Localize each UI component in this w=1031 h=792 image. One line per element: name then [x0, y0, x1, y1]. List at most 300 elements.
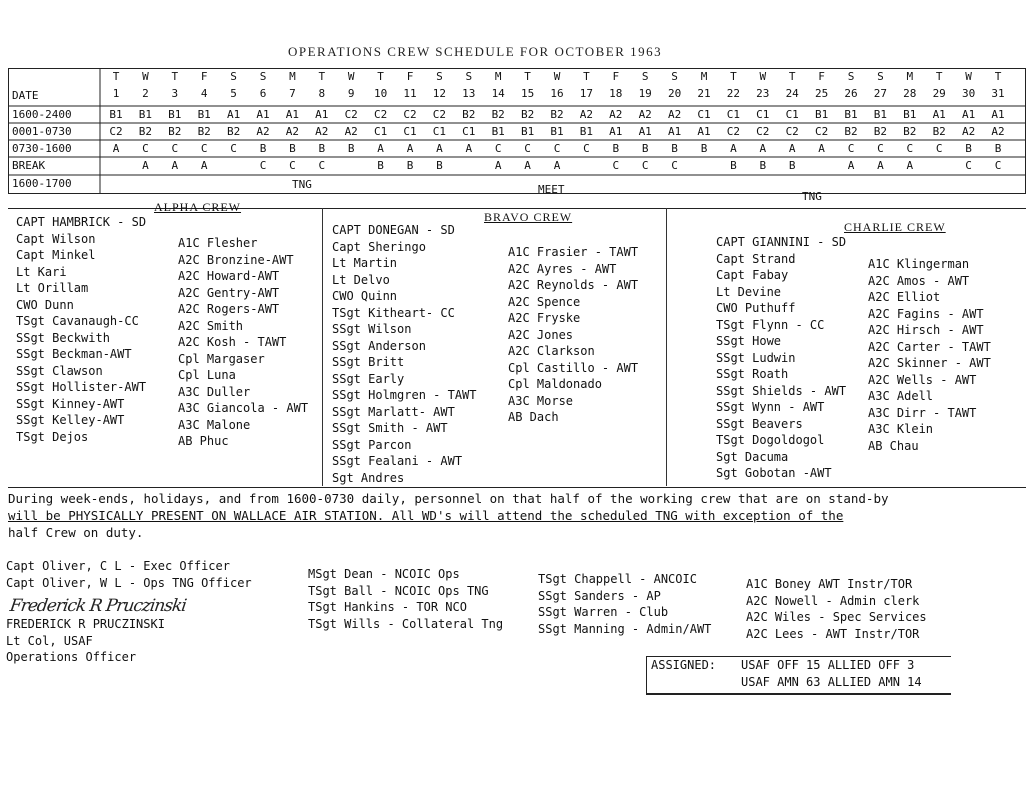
crew-member: SSgt Beckwith: [16, 330, 110, 345]
bravo-crew-officers: [332, 222, 477, 486]
shift-cell: C: [583, 142, 590, 155]
day-number-header: 12: [432, 87, 447, 100]
shift-cell: A1: [932, 108, 946, 121]
training-band-label: MEET: [538, 183, 565, 196]
crew-member: Lt Devine: [716, 284, 782, 299]
shift-cell: B1: [579, 125, 594, 138]
training-band-label: TNG: [802, 190, 822, 203]
shift-cell: C: [847, 142, 855, 155]
crew-member: A3C Dirr - TAWT: [868, 405, 977, 420]
shift-cell: C2: [373, 108, 388, 121]
shift-cell: B: [377, 159, 384, 172]
weekday-header: M: [906, 70, 914, 83]
shift-cell: B: [994, 142, 1002, 155]
weekday-header: T: [583, 70, 590, 83]
weekday-header: W: [142, 70, 149, 83]
day-number-header: 13: [462, 87, 476, 100]
shift-cell: C: [259, 159, 267, 172]
shift-cell: C: [142, 142, 149, 155]
crew-member: CAPT HAMBRICK - SD: [16, 215, 147, 229]
crew-member: Lt Kari: [16, 264, 67, 279]
shift-cell: C: [553, 142, 561, 155]
crew-member: SSgt Beckman-AWT: [16, 347, 132, 361]
shift-cell: A2: [315, 125, 329, 138]
crew-member: A2C Fryske: [508, 311, 581, 325]
shift-cell: A1: [256, 108, 270, 121]
staff-member: A2C Wiles - Spec Services: [746, 610, 927, 624]
weekday-header: T: [171, 70, 179, 83]
shift-cell: A2: [344, 125, 358, 138]
shift-cell: A: [877, 159, 884, 172]
shift-cell: C2: [814, 125, 829, 138]
day-number-header: 30: [961, 87, 976, 100]
crew-member: AB Phuc: [178, 434, 229, 448]
shift-cell: B1: [138, 108, 153, 121]
alpha-crew-airmen: [178, 235, 308, 450]
shift-cell: B: [347, 142, 355, 155]
shift-cell: A1: [285, 108, 300, 121]
shift-cell: B2: [550, 108, 564, 121]
crew-member: CWO Puthuff: [716, 301, 796, 315]
crew-member: CWO Dunn: [16, 297, 74, 312]
weekday-header: S: [259, 70, 267, 83]
staff-member: TSgt Ball - NCOIC Ops TNG: [308, 583, 489, 598]
shift-cell: A2: [991, 125, 1005, 138]
shift-cell: C1: [403, 125, 417, 138]
crew-member: A2C Carter - TAWT: [868, 339, 991, 354]
shift-cell: A2: [638, 108, 652, 121]
shift-cell: B2: [168, 125, 182, 138]
shift-cell: B1: [520, 125, 535, 138]
crew-member: Cpl Luna: [178, 368, 236, 382]
shift-cell: A2: [609, 108, 623, 121]
weekday-header: M: [494, 70, 502, 83]
crew-member: SSgt Fealani - AWT: [332, 454, 463, 468]
weekday-header: S: [847, 70, 855, 83]
bravo-crew-title: BRAVO CREW: [484, 210, 573, 224]
crew-member: SSgt Kelley-AWT: [16, 413, 125, 427]
shift-cell: B: [730, 159, 737, 172]
shift-cell: B2: [226, 125, 241, 138]
crew-member: A2C Amos - AWT: [868, 273, 970, 288]
crew-member: SSgt Smith - AWT: [332, 421, 448, 435]
shift-row-label: BREAK: [12, 159, 46, 172]
crew-member: A2C Hirsch - AWT: [868, 323, 984, 337]
shift-cell: A: [406, 142, 414, 155]
staff-member: A2C Lees - AWT Instr/TOR: [746, 626, 920, 641]
shift-row-label: 1600-2400: [12, 108, 72, 121]
shift-cell: B: [406, 159, 414, 172]
staff-officer: Capt Oliver, W L - Ops TNG Officer: [6, 575, 252, 590]
shift-cell: A1: [638, 125, 652, 138]
crew-member: SSgt Clawson: [16, 363, 103, 378]
shift-cell: C: [171, 142, 179, 155]
crew-member: A1C Klingerman: [868, 257, 970, 271]
shift-cell: B1: [814, 108, 829, 121]
shift-cell: C1: [373, 125, 388, 138]
weekday-header: F: [612, 70, 620, 83]
shift-cell: A1: [697, 125, 711, 138]
staff-member: A1C Boney AWT Instr/TOR: [746, 577, 913, 591]
shift-cell: B1: [873, 108, 888, 121]
shift-cell: C: [524, 142, 531, 155]
day-number-header: 14: [491, 87, 505, 100]
shift-cell: A: [847, 159, 855, 172]
shift-cell: B: [671, 142, 678, 155]
duty-note-line-1: During week-ends, holidays, and from 1600-0730 daily, personnel on that half of the working crew that are on stand-by: [8, 491, 889, 506]
shift-cell: B: [318, 142, 326, 155]
staff-officer: Capt Oliver, C L - Exec Officer: [6, 559, 230, 573]
crew-member: SSgt Shields - AWT: [716, 383, 847, 398]
crew-member: A2C Elliot: [868, 290, 941, 304]
weekday-header: M: [700, 70, 708, 83]
weekday-header: S: [465, 70, 473, 83]
assigned-label: ASSIGNED:: [651, 658, 717, 672]
weekday-header: S: [641, 70, 649, 83]
crew-member: SSgt Britt: [332, 355, 405, 369]
staff-member: TSgt Wills - Collateral Tng: [308, 616, 504, 631]
shift-cell: B1: [903, 108, 917, 121]
shift-cell: C: [965, 159, 972, 172]
shift-cell: A2: [579, 108, 594, 121]
shift-cell: C: [935, 142, 943, 155]
crew-member: SSgt Kinney-AWT: [16, 396, 125, 411]
crew-member: A2C Clarkson: [508, 344, 595, 358]
shift-cell: C: [289, 159, 296, 172]
staff-nco-list-1: [308, 566, 503, 632]
charlie-crew-officers: [716, 234, 846, 482]
shift-cell: B1: [197, 108, 211, 121]
staff-member: TSgt Hankins - TOR NCO: [308, 600, 467, 614]
signature-block: [6, 616, 165, 666]
crew-member: A1C Frasier - TAWT: [508, 245, 639, 259]
day-number-header: 27: [873, 87, 888, 100]
crew-member: SSgt Wynn - AWT: [716, 400, 825, 414]
crew-member: A3C Adell: [868, 389, 934, 403]
crew-member: Capt Wilson: [16, 231, 96, 246]
weekday-header: W: [759, 70, 767, 83]
crew-member: Cpl Castillo - AWT: [508, 360, 639, 375]
day-number-header: 4: [200, 87, 208, 100]
shift-cell: A: [759, 142, 767, 155]
crew-member: SSgt Ludwin: [716, 350, 796, 365]
shift-cell: C: [230, 142, 237, 155]
shift-cell: A1: [609, 125, 623, 138]
shift-cell: A: [465, 142, 473, 155]
shift-cell: B: [612, 142, 620, 155]
shift-cell: C: [671, 159, 678, 172]
crew-member: SSgt Early: [332, 371, 405, 386]
day-number-header: 9: [347, 87, 355, 100]
crew-member: A2C Howard-AWT: [178, 269, 280, 283]
shift-cell: B2: [873, 125, 888, 138]
weekday-header: F: [818, 70, 825, 83]
weekday-header: S: [230, 70, 237, 83]
shift-cell: B2: [491, 108, 505, 121]
day-number-header: 21: [697, 87, 711, 100]
crew-member: SSgt Beavers: [716, 416, 803, 431]
shift-cell: A2: [256, 125, 270, 138]
assigned-officers: USAF OFF 15 ALLIED OFF 3: [741, 658, 915, 672]
bravo-crew-airmen: [508, 244, 638, 426]
weekday-header: T: [730, 70, 737, 83]
shift-cell: B1: [550, 125, 564, 138]
crew-member: A2C Reynolds - AWT: [508, 278, 639, 292]
crew-member: SSgt Hollister-AWT: [16, 380, 147, 394]
shift-cell: A1: [961, 108, 976, 121]
crew-member: Lt Orillam: [16, 281, 89, 295]
shift-cell: B2: [138, 125, 153, 138]
shift-cell: C: [200, 142, 208, 155]
crew-member: A2C Ayres - AWT: [508, 261, 617, 276]
weekday-header: S: [877, 70, 884, 83]
weekday-header: S: [436, 70, 443, 83]
shift-cell: A: [730, 142, 737, 155]
shift-cell: C1: [785, 108, 799, 121]
shift-cell: C: [877, 142, 884, 155]
alpha-crew-title: ALPHA CREW: [154, 200, 242, 214]
handwritten-signature: Frederick R Pruczinski: [8, 596, 188, 616]
shift-cell: B2: [462, 108, 476, 121]
duty-note-line-2: will be PHYSICALLY PRESENT ON WALLACE AIR STATION. All WD's will attend the scheduled TNG with exception of the: [8, 508, 844, 523]
shift-cell: A: [906, 159, 914, 172]
day-number-header: 22: [726, 87, 741, 100]
shift-cell: C2: [726, 125, 741, 138]
shift-cell: C1: [756, 108, 770, 121]
day-number-header: 31: [991, 87, 1005, 100]
shift-cell: C1: [432, 125, 447, 138]
day-number-header: 28: [903, 87, 917, 100]
shift-cell: B1: [491, 125, 505, 138]
crew-member: TSgt Flynn - CC: [716, 317, 825, 332]
day-number-header: 3: [171, 87, 179, 100]
crew-member: SSgt Marlatt- AWT: [332, 404, 455, 419]
weekday-header: S: [671, 70, 678, 83]
day-number-header: 11: [403, 87, 417, 100]
crew-member: A2C Kosh - TAWT: [178, 335, 287, 349]
staff-member: SSgt Warren - Club: [538, 605, 669, 619]
day-number-header: 15: [520, 87, 535, 100]
shift-cell: B2: [197, 125, 211, 138]
weekday-header: W: [553, 70, 561, 83]
shift-cell: A: [142, 159, 149, 172]
day-number-header: 25: [814, 87, 829, 100]
crew-member: A3C Klein: [868, 422, 934, 436]
crew-member: A2C Rogers-AWT: [178, 302, 280, 316]
shift-cell: A: [818, 142, 825, 155]
shift-cell: B2: [932, 125, 946, 138]
crew-member: Cpl Maldonado: [508, 377, 602, 391]
day-number-header: 5: [230, 87, 237, 100]
staff-member: TSgt Chappell - ANCOIC: [538, 572, 697, 586]
crew-member: Sgt Gobotan -AWT: [716, 466, 832, 480]
weekday-header: T: [377, 70, 384, 83]
shift-cell: B1: [844, 108, 858, 121]
shift-row-label: 0730-1600: [12, 142, 72, 155]
crew-member: Cpl Margaser: [178, 351, 265, 366]
crew-member: CWO Quinn: [332, 289, 398, 303]
day-number-header: 1: [112, 87, 120, 100]
staff-member: A2C Nowell - Admin clerk: [746, 593, 920, 608]
crew-member: A2C Wells - AWT: [868, 372, 977, 387]
shift-cell: B2: [844, 125, 858, 138]
crew-member: TSgt Kitheart- CC: [332, 305, 455, 320]
shift-cell: B: [259, 142, 267, 155]
shift-cell: C2: [403, 108, 417, 121]
shift-cell: B: [965, 142, 972, 155]
crew-divider-2: [666, 208, 667, 486]
shift-cell: C: [906, 142, 914, 155]
weekday-header: W: [965, 70, 972, 83]
alpha-crew-officers: [16, 214, 146, 445]
shift-cell: B: [759, 159, 767, 172]
shift-cell: C: [318, 159, 326, 172]
shift-cell: C2: [756, 125, 770, 138]
shift-cell: A: [494, 159, 502, 172]
crew-member: Capt Minkel: [16, 248, 96, 262]
crew-divider-1: [322, 208, 323, 486]
crew-member: A3C Duller: [178, 384, 251, 399]
weekday-header: T: [788, 70, 796, 83]
shift-cell: A2: [667, 108, 682, 121]
shift-cell: A1: [315, 108, 329, 121]
shift-cell: B: [289, 142, 296, 155]
weekday-header: T: [524, 70, 531, 83]
charlie-crew-title: CHARLIE CREW: [844, 220, 946, 234]
shift-cell: A1: [667, 125, 682, 138]
crew-member: A1C Flesher: [178, 236, 258, 250]
shift-cell: A: [112, 142, 120, 155]
weekday-header: M: [289, 70, 296, 83]
training-band-label: TNG: [292, 178, 312, 191]
staff-officers: [6, 558, 252, 591]
shift-cell: C2: [432, 108, 447, 121]
shift-cell: A: [524, 159, 531, 172]
day-number-header: 19: [638, 87, 652, 100]
crew-member: A2C Smith: [178, 318, 244, 333]
signer-rank: Lt Col, USAF: [6, 633, 93, 648]
crew-member: A2C Skinner - AWT: [868, 356, 991, 370]
day-number-header: 17: [579, 87, 594, 100]
shift-cell: A2: [961, 125, 976, 138]
shift-cell: C2: [785, 125, 799, 138]
staff-airmen-list: [746, 576, 927, 642]
shift-cell: B: [436, 159, 443, 172]
shift-cell: A1: [991, 108, 1005, 121]
shift-row-label: 1600-1700: [12, 177, 72, 190]
day-number-header: 29: [932, 87, 946, 100]
shift-cell: C: [641, 159, 649, 172]
staff-nco-list-2: [538, 571, 711, 637]
shift-cell: B: [641, 142, 649, 155]
shift-cell: A: [788, 142, 796, 155]
crew-member: A3C Morse: [508, 393, 574, 408]
shift-cell: B2: [520, 108, 535, 121]
crew-member: SSgt Wilson: [332, 322, 412, 336]
crew-member: AB Chau: [868, 438, 919, 453]
crew-member: SSgt Howe: [716, 334, 782, 348]
crew-member: Sgt Dacuma: [716, 449, 789, 464]
shift-cell: A: [553, 159, 561, 172]
weekday-header: T: [318, 70, 326, 83]
duty-note-line-3: half Crew on duty.: [8, 525, 144, 540]
crew-member: A3C Giancola - AWT: [178, 401, 309, 415]
day-number-header: 20: [667, 87, 682, 100]
schedule-table: [8, 68, 1026, 203]
crew-member: Capt Strand: [716, 251, 796, 266]
weekday-header: W: [347, 70, 355, 83]
shift-cell: C1: [726, 108, 741, 121]
crew-member: TSgt Cavanaugh-CC: [16, 314, 139, 328]
weekday-header: T: [112, 70, 120, 83]
shift-cell: C1: [462, 125, 476, 138]
day-number-header: 23: [756, 87, 770, 100]
shift-cell: B: [788, 159, 796, 172]
crew-member: A3C Malone: [178, 417, 251, 432]
shift-cell: C1: [697, 108, 711, 121]
crew-member: CAPT GIANNINI - SD: [716, 235, 847, 249]
duty-note: [8, 490, 1008, 541]
crew-member: SSgt Parcon: [332, 437, 412, 452]
shift-cell: A: [200, 159, 208, 172]
staff-member: MSgt Dean - NCOIC Ops: [308, 567, 460, 581]
weekday-header: F: [406, 70, 414, 83]
crew-member: Capt Fabay: [716, 268, 789, 282]
day-number-header: 16: [550, 87, 564, 100]
day-number-header: 2: [142, 87, 149, 100]
crew-member: A2C Spence: [508, 294, 581, 309]
shift-cell: C2: [344, 108, 358, 121]
shift-cell: A: [436, 142, 443, 155]
crew-member: SSgt Anderson: [332, 338, 426, 353]
crew-member: TSgt Dogoldogol: [716, 433, 825, 447]
shift-cell: C: [612, 159, 620, 172]
staff-member: SSgt Manning - Admin/AWT: [538, 621, 712, 636]
shift-row-label: 0001-0730: [12, 125, 72, 138]
crew-member: Lt Delvo: [332, 272, 390, 287]
signer-role: Operations Officer: [6, 650, 137, 664]
day-number-header: 6: [259, 87, 267, 100]
crew-member: Sgt Andres: [332, 470, 405, 485]
shift-cell: A: [377, 142, 384, 155]
staff-member: SSgt Sanders - AP: [538, 588, 661, 603]
crew-member: A2C Fagins - AWT: [868, 306, 984, 321]
charlie-crew-airmen: [868, 256, 991, 454]
shift-cell: C2: [109, 125, 123, 138]
date-header-label: DATE: [12, 89, 39, 102]
crew-member: SSgt Holmgren - TAWT: [332, 388, 477, 402]
crew-member: SSgt Roath: [716, 367, 789, 381]
shift-cell: B2: [903, 125, 917, 138]
shift-cell: C: [494, 142, 502, 155]
shift-cell: B: [700, 142, 708, 155]
crew-member: A2C Bronzine-AWT: [178, 252, 294, 267]
weekday-header: T: [935, 70, 943, 83]
assigned-airmen: USAF AMN 63 ALLIED AMN 14: [741, 675, 922, 689]
shift-cell: C: [994, 159, 1002, 172]
day-number-header: 7: [289, 87, 296, 100]
document-title: OPERATIONS CREW SCHEDULE FOR OCTOBER 1963: [288, 44, 663, 59]
assigned-strength-box: [646, 656, 951, 695]
weekday-header: F: [200, 70, 208, 83]
crew-member: CAPT DONEGAN - SD: [332, 223, 455, 237]
day-number-header: 18: [609, 87, 623, 100]
shift-cell: B1: [109, 108, 123, 121]
crew-member: Capt Sheringo: [332, 239, 426, 254]
weekday-header: T: [994, 70, 1002, 83]
shift-cell: A: [171, 159, 179, 172]
day-number-header: 26: [844, 87, 858, 100]
